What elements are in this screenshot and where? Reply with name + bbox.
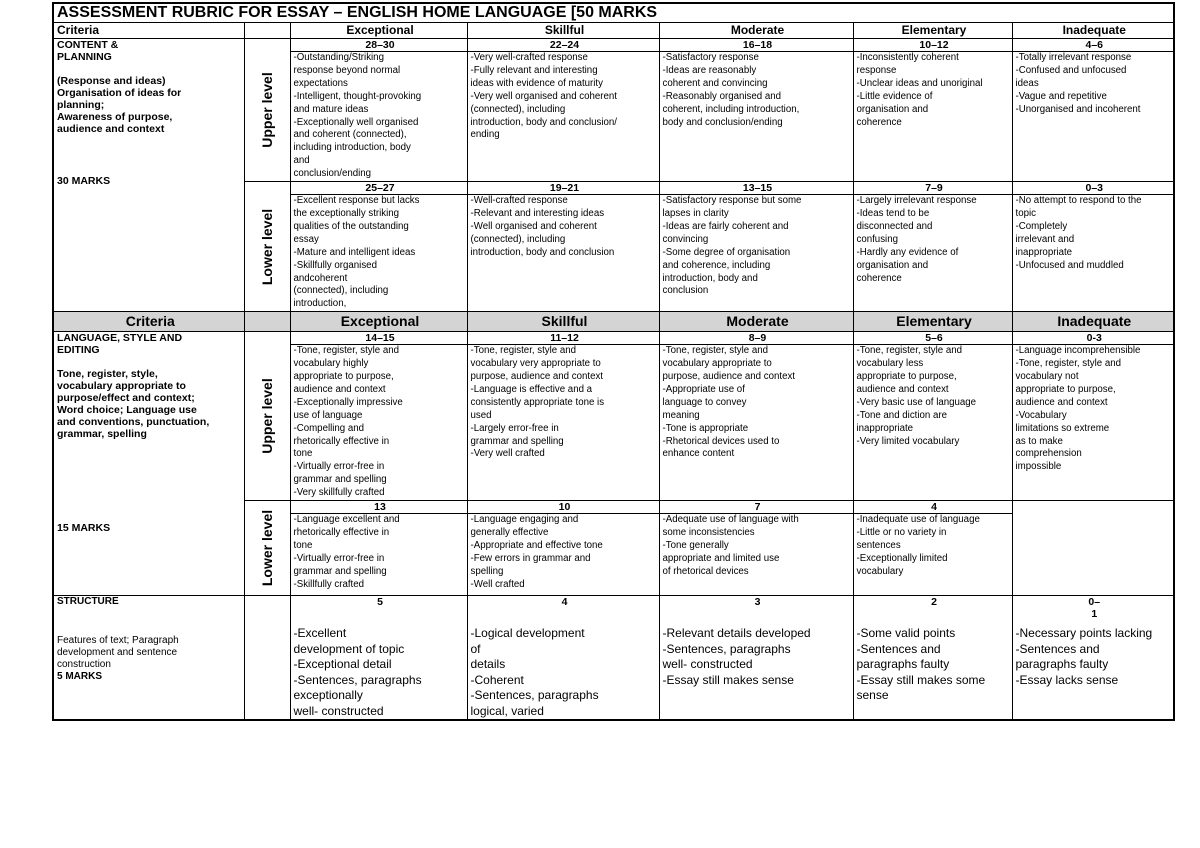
descriptor-line: conclusion/ending xyxy=(293,168,372,180)
content-criteria-desc: audience and context xyxy=(57,123,165,135)
descriptor-line: conclusion xyxy=(662,285,709,297)
level-header-moderate: Moderate xyxy=(659,23,853,39)
descriptor-line: (connected), including xyxy=(470,103,566,115)
descriptor-line: ideas with evidence of maturity xyxy=(470,77,603,89)
language-lower-desc-elementary xyxy=(853,514,1012,596)
header-row-2 xyxy=(53,312,1174,332)
descriptor-line: grammar and spelling xyxy=(293,474,387,486)
content-criteria-desc: Organisation of ideas for xyxy=(57,87,182,99)
language-lower-desc-exceptional xyxy=(290,514,467,596)
structure-mark: 4 xyxy=(561,596,568,609)
content-upper-mark: 22–24 xyxy=(467,39,659,52)
descriptor-line: -Essay still makes sense xyxy=(662,672,794,687)
descriptor-line: -Little or no variety in xyxy=(856,527,947,538)
content-lower-desc-exceptional xyxy=(290,195,467,312)
content-lower-desc-skillful xyxy=(467,195,659,312)
descriptor-line: andcoherent xyxy=(293,272,348,284)
level-header-exceptional: Exceptional xyxy=(290,23,467,39)
descriptor-line: inappropriate xyxy=(1015,246,1073,258)
descriptor-line: paragraphs faulty xyxy=(1015,657,1109,672)
descriptor-line: -Appropriate use of xyxy=(662,383,745,395)
descriptor-line: exceptionally xyxy=(293,688,363,703)
descriptor-line: -Very limited vocabulary xyxy=(856,435,960,447)
descriptor-line: purpose, audience and context xyxy=(662,371,795,383)
descriptor-line: -Sentences, paragraphs xyxy=(470,688,599,703)
language-lower-mark: 4 xyxy=(853,501,1012,514)
language-lower-mark: 13 xyxy=(290,501,467,514)
descriptor-line: essay xyxy=(293,233,319,245)
descriptor-line: introduction, body and conclusion xyxy=(470,246,615,258)
descriptor-line: -Appropriate and effective tone xyxy=(470,539,603,551)
descriptor-line: -Ideas are reasonably xyxy=(662,64,757,76)
level-header-inadequate: Inadequate xyxy=(1012,312,1174,332)
structure-marks-total: 5 MARKS xyxy=(57,671,103,683)
descriptor-line: details xyxy=(470,657,506,672)
descriptor-line: -Tone, register, style and xyxy=(1015,358,1122,370)
descriptor-line: vocabulary appropriate to xyxy=(662,358,772,370)
descriptor-line: -Very skillfully crafted xyxy=(293,487,385,499)
structure-desc-elementary xyxy=(853,596,1012,721)
descriptor-line: -Excellent xyxy=(293,626,347,641)
language-criteria-desc: Word choice; Language use xyxy=(57,404,197,417)
language-criteria-cell xyxy=(53,332,244,596)
level-header-elementary: Elementary xyxy=(853,23,1012,39)
descriptor-line: -Exceptionally well organised xyxy=(293,116,419,128)
descriptor-line: the exceptionally striking xyxy=(293,207,400,219)
descriptor-line: -Well-crafted response xyxy=(470,195,568,207)
descriptor-line: vocabulary not xyxy=(1015,371,1079,383)
descriptor-line: -Relevant and interesting ideas xyxy=(470,207,605,219)
upper-level-label: Upper level xyxy=(244,39,290,182)
structure-criteria-cell xyxy=(53,596,244,721)
structure-desc-moderate xyxy=(659,596,853,721)
descriptor-line: -Language incomprehensible xyxy=(1015,345,1141,357)
descriptor-line: -Outstanding/Striking xyxy=(293,52,384,63)
descriptor-line: -Unclear ideas and unoriginal xyxy=(856,77,983,89)
descriptor-line: appropriate to purpose, xyxy=(1015,383,1116,395)
descriptor-line: -Sentences, paragraphs xyxy=(662,641,791,656)
structure-desc-inadequate xyxy=(1012,596,1174,721)
descriptor-line: -Well organised and coherent xyxy=(470,220,597,232)
language-upper-desc-skillful xyxy=(467,345,659,501)
level-header-skillful: Skillful xyxy=(467,23,659,39)
descriptor-line: -Excellent response but lacks xyxy=(293,195,420,207)
descriptor-line: -Totally irrelevant response xyxy=(1015,52,1132,63)
descriptor-line: -Largely error-free in xyxy=(470,422,559,434)
descriptor-line: -Very basic use of language xyxy=(856,396,977,408)
descriptor-line: -Confused and unfocused xyxy=(1015,64,1127,76)
descriptor-line: qualities of the outstanding xyxy=(293,220,409,232)
descriptor-line: development of topic xyxy=(293,641,405,656)
descriptor-line: of rhetorical devices xyxy=(662,565,749,577)
descriptor-line: -Sentences, paragraphs xyxy=(293,672,422,687)
descriptor-line: -Reasonably organised and xyxy=(662,90,781,102)
structure-mark: 2 xyxy=(931,596,937,609)
language-upper-marks-row xyxy=(53,332,1174,345)
descriptor-line: vocabulary highly xyxy=(293,358,369,370)
page-title: ASSESSMENT RUBRIC FOR ESSAY – ENGLISH HOME LANGUAGE [50 MARKS xyxy=(53,3,1174,23)
descriptor-line: -Tone, register, style and xyxy=(856,345,963,357)
descriptor-line: as to make xyxy=(1015,435,1063,447)
language-lower-desc-skillful xyxy=(467,514,659,596)
descriptor-line: -Tone generally xyxy=(662,539,729,551)
content-upper-mark: 10–12 xyxy=(853,39,1012,52)
descriptor-line: -Some valid points xyxy=(856,626,956,641)
descriptor-line: disconnected and xyxy=(856,220,933,232)
descriptor-line: -Satisfactory response xyxy=(662,52,759,63)
structure-row xyxy=(53,596,1174,721)
descriptor-line: -Vocabulary xyxy=(1015,409,1067,421)
descriptor-line: organisation and xyxy=(856,259,929,271)
descriptor-line: -Virtually error-free in xyxy=(293,461,385,473)
language-upper-desc-exceptional xyxy=(290,345,467,501)
structure-mark: 3 xyxy=(754,596,761,609)
upper-level-label: Upper level xyxy=(244,332,290,501)
language-marks-total: 15 MARKS xyxy=(57,522,111,535)
descriptor-line: -Language is effective and a xyxy=(470,383,593,395)
title-row xyxy=(53,3,1174,23)
descriptor-line: purpose, audience and context xyxy=(470,371,603,383)
criteria-header: Criteria xyxy=(53,312,244,332)
descriptor-line: -Language engaging and xyxy=(470,514,579,526)
descriptor-line: -Sentences and xyxy=(1015,641,1100,656)
content-criteria-title: CONTENT & xyxy=(57,39,119,51)
descriptor-line: -Essay lacks sense xyxy=(1015,672,1119,687)
content-lower-desc-elementary xyxy=(853,195,1012,312)
descriptor-line: vocabulary less xyxy=(856,358,924,370)
structure-mark: 5 xyxy=(377,596,383,609)
descriptor-line: -Intelligent, thought-provoking xyxy=(293,90,422,102)
descriptor-line: vocabulary xyxy=(856,565,904,577)
descriptor-line: sense xyxy=(856,688,889,703)
descriptor-line: -Unorganised and incoherent xyxy=(1015,103,1141,115)
descriptor-line: used xyxy=(470,409,492,421)
content-lower-desc-inadequate xyxy=(1012,195,1174,312)
descriptor-line: -Very well organised and coherent xyxy=(470,90,617,102)
descriptor-line: -Hardly any evidence of xyxy=(856,246,959,258)
language-upper-mark: 8–9 xyxy=(659,332,853,345)
content-upper-mark: 4–6 xyxy=(1012,39,1174,52)
structure-desc-exceptional xyxy=(290,596,467,721)
descriptor-line: coherence xyxy=(856,116,902,128)
descriptor-line: audience and context xyxy=(856,383,949,395)
descriptor-line: -Rhetorical devices used to xyxy=(662,435,780,447)
descriptor-line: and xyxy=(293,155,310,167)
descriptor-line: vocabulary very appropriate to xyxy=(470,358,601,370)
level-header-skillful: Skillful xyxy=(467,312,659,332)
descriptor-line: -Adequate use of language with xyxy=(662,514,799,526)
descriptor-line: consistently appropriate tone is xyxy=(470,396,605,408)
descriptor-line: -Relevant details developed xyxy=(662,626,811,641)
structure-criteria-desc: construction xyxy=(57,659,111,671)
content-lower-desc-moderate xyxy=(659,195,853,312)
descriptor-line: -Tone is appropriate xyxy=(662,422,749,434)
content-lower-mark: 13–15 xyxy=(659,182,853,195)
language-criteria-desc: vocabulary appropriate to xyxy=(57,380,186,393)
descriptor-line: tone xyxy=(293,448,313,460)
descriptor-line: -Exceptional detail xyxy=(293,657,392,672)
content-criteria-desc: Awareness of purpose, xyxy=(57,111,173,123)
descriptor-line: -Tone, register, style and xyxy=(470,345,577,357)
descriptor-line: -Well crafted xyxy=(470,578,525,590)
descriptor-line: -Unfocused and muddled xyxy=(1015,259,1124,271)
descriptor-line: -Exceptionally limited xyxy=(856,552,948,564)
descriptor-line: audience and context xyxy=(293,383,386,395)
level-header-elementary: Elementary xyxy=(853,312,1012,332)
descriptor-line: appropriate to purpose, xyxy=(856,371,957,383)
language-criteria-title: LANGUAGE, STYLE AND xyxy=(57,332,183,345)
level-header-moderate: Moderate xyxy=(659,312,853,332)
language-lower-desc-moderate xyxy=(659,514,853,596)
content-criteria-desc: (Response and ideas) xyxy=(57,75,166,87)
content-marks-total: 30 MARKS xyxy=(57,175,111,187)
language-upper-mark: 11–12 xyxy=(467,332,659,345)
descriptor-line: (connected), including xyxy=(293,285,389,297)
descriptor-line: -No attempt to respond to the xyxy=(1015,195,1142,207)
content-upper-desc-skillful xyxy=(467,52,659,182)
descriptor-line: language to convey xyxy=(662,396,747,408)
descriptor-line: coherence xyxy=(856,272,902,284)
descriptor-line: sentences xyxy=(856,539,901,551)
descriptor-line: lapses in clarity xyxy=(662,207,729,219)
descriptor-line: -Exceptionally impressive xyxy=(293,396,403,408)
descriptor-line: -Very well-crafted response xyxy=(470,52,588,63)
descriptor-line: ideas xyxy=(1015,77,1039,89)
content-upper-mark: 16–18 xyxy=(659,39,853,52)
level-header-exceptional: Exceptional xyxy=(290,312,467,332)
descriptor-line: -Some degree of organisation xyxy=(662,246,791,258)
language-upper-desc-inadequate xyxy=(1012,345,1174,501)
descriptor-line: -Fully relevant and interesting xyxy=(470,64,598,76)
descriptor-line: rhetorically effective in xyxy=(293,527,390,538)
descriptor-line: -Coherent xyxy=(470,672,524,687)
descriptor-line: -Logical development xyxy=(470,626,585,641)
descriptor-line: -Ideas are fairly coherent and xyxy=(662,220,789,232)
content-lower-mark: 0–3 xyxy=(1012,182,1174,195)
descriptor-line: -Skillfully crafted xyxy=(293,578,365,590)
descriptor-line: -Very well crafted xyxy=(470,448,545,460)
descriptor-line: grammar and spelling xyxy=(293,565,387,577)
descriptor-line: (connected), including xyxy=(470,233,566,245)
language-upper-mark: 5–6 xyxy=(853,332,1012,345)
content-criteria-cell xyxy=(53,39,244,312)
content-upper-marks-row xyxy=(53,39,1174,52)
descriptor-line: and mature ideas xyxy=(293,103,369,115)
structure-criteria-title: STRUCTURE xyxy=(57,596,119,608)
content-upper-mark: 28–30 xyxy=(290,39,467,52)
descriptor-line: ending xyxy=(470,129,500,141)
descriptor-line: and coherence, including xyxy=(662,259,771,271)
descriptor-line: logical, varied xyxy=(470,703,544,718)
descriptor-line: -Essay still makes some xyxy=(856,672,986,687)
descriptor-line: use of language xyxy=(293,409,363,421)
language-criteria-desc: grammar, spelling xyxy=(57,428,147,441)
descriptor-line: -Virtually error-free in xyxy=(293,552,385,564)
descriptor-line: of xyxy=(470,641,481,656)
descriptor-line: enhance content xyxy=(662,448,735,460)
descriptor-line: confusing xyxy=(856,233,898,245)
descriptor-line: coherent and convincing xyxy=(662,77,768,89)
descriptor-line: rhetorically effective in xyxy=(293,435,390,447)
descriptor-line: irrelevant and xyxy=(1015,233,1075,245)
descriptor-line: spelling xyxy=(470,565,504,577)
language-lower-mark: 7 xyxy=(659,501,853,514)
descriptor-line: topic xyxy=(1015,207,1036,219)
descriptor-line: including introduction, body xyxy=(293,142,411,154)
language-criteria-desc: and conventions, punctuation, xyxy=(57,416,210,429)
descriptor-line: -Completely xyxy=(1015,220,1068,232)
descriptor-line: audience and context xyxy=(1015,396,1108,408)
descriptor-line: -Tone, register, style and xyxy=(662,345,769,357)
header-row xyxy=(53,23,1174,39)
language-upper-mark: 0-3 xyxy=(1012,332,1174,345)
content-upper-desc-inadequate xyxy=(1012,52,1174,182)
descriptor-line: convincing xyxy=(662,233,709,245)
content-lower-mark: 25–27 xyxy=(290,182,467,195)
descriptor-line: meaning xyxy=(662,409,700,421)
descriptor-line: appropriate and limited use xyxy=(662,552,780,564)
language-upper-desc-elementary xyxy=(853,345,1012,501)
descriptor-line: introduction, xyxy=(293,298,347,310)
language-criteria-desc: purpose/effect and context; xyxy=(57,392,195,405)
descriptor-line: -Language excellent and xyxy=(293,514,400,526)
content-criteria-desc: planning; xyxy=(57,99,105,111)
descriptor-line: appropriate to purpose, xyxy=(293,371,394,383)
language-upper-desc-moderate xyxy=(659,345,853,501)
descriptor-line: expectations xyxy=(293,77,348,89)
descriptor-line: -Inconsistently coherent xyxy=(856,52,959,63)
lower-level-label: Lower level xyxy=(244,182,290,312)
descriptor-line: comprehension xyxy=(1015,448,1082,460)
structure-criteria-desc: Features of text; Paragraph xyxy=(57,635,179,647)
content-criteria-title: PLANNING xyxy=(57,51,112,63)
descriptor-line: response xyxy=(856,64,897,76)
language-criteria-title: EDITING xyxy=(57,344,100,357)
descriptor-line: -Skillfully organised xyxy=(293,259,377,271)
descriptor-line: coherent, including introduction, xyxy=(662,103,800,115)
descriptor-line: -Necessary points lacking xyxy=(1015,626,1153,641)
content-upper-desc-moderate xyxy=(659,52,853,182)
descriptor-line: response beyond normal xyxy=(293,64,401,76)
descriptor-line: -Tone, register, style and xyxy=(293,345,400,357)
structure-criteria-desc: development and sentence xyxy=(57,647,178,659)
descriptor-line: and coherent (connected), xyxy=(293,129,407,141)
descriptor-line: -Largely irrelevant response xyxy=(856,195,977,207)
descriptor-line: introduction, body and xyxy=(662,272,758,284)
level-header-inadequate: Inadequate xyxy=(1012,23,1174,39)
descriptor-line: well- constructed xyxy=(293,703,384,718)
descriptor-line: introduction, body and conclusion/ xyxy=(470,116,617,128)
language-criteria-desc: Tone, register, style, xyxy=(57,368,158,381)
descriptor-line: organisation and xyxy=(856,103,929,115)
descriptor-line: -Vague and repetitive xyxy=(1015,90,1107,102)
descriptor-line: -Inadequate use of language xyxy=(856,514,980,526)
content-lower-mark: 19–21 xyxy=(467,182,659,195)
rubric-table xyxy=(52,2,1175,721)
descriptor-line: tone xyxy=(293,539,313,551)
content-upper-desc-elementary xyxy=(853,52,1012,182)
structure-desc-skillful xyxy=(467,596,659,721)
language-lower-mark: 10 xyxy=(467,501,659,514)
descriptor-line: -Tone and diction are xyxy=(856,409,947,421)
descriptor-line: inappropriate xyxy=(856,422,914,434)
criteria-header: Criteria xyxy=(53,23,244,39)
descriptor-line: -Sentences and xyxy=(856,641,941,656)
language-lower-inadequate-empty xyxy=(1012,501,1174,596)
content-upper-desc-exceptional xyxy=(290,52,467,182)
descriptor-line: well- constructed xyxy=(662,657,753,672)
descriptor-line: generally effective xyxy=(470,527,549,538)
descriptor-line: -Little evidence of xyxy=(856,90,933,102)
language-upper-mark: 14–15 xyxy=(290,332,467,345)
descriptor-line: paragraphs faulty xyxy=(856,657,950,672)
descriptor-line: -Few errors in grammar and xyxy=(470,552,591,564)
descriptor-line: -Mature and intelligent ideas xyxy=(293,246,416,258)
descriptor-line: some inconsistencies xyxy=(662,527,755,538)
descriptor-line: -Compelling and xyxy=(293,422,365,434)
descriptor-line: -Ideas tend to be xyxy=(856,207,930,219)
descriptor-line: impossible xyxy=(1015,461,1062,473)
descriptor-line: grammar and spelling xyxy=(470,435,564,447)
content-lower-mark: 7–9 xyxy=(853,182,1012,195)
descriptor-line: -Satisfactory response but some xyxy=(662,195,802,207)
descriptor-line: limitations so extreme xyxy=(1015,422,1110,434)
lower-level-label: Lower level xyxy=(244,501,290,596)
descriptor-line: body and conclusion/ending xyxy=(662,116,783,128)
structure-mark: 0– 1 xyxy=(1088,596,1101,621)
